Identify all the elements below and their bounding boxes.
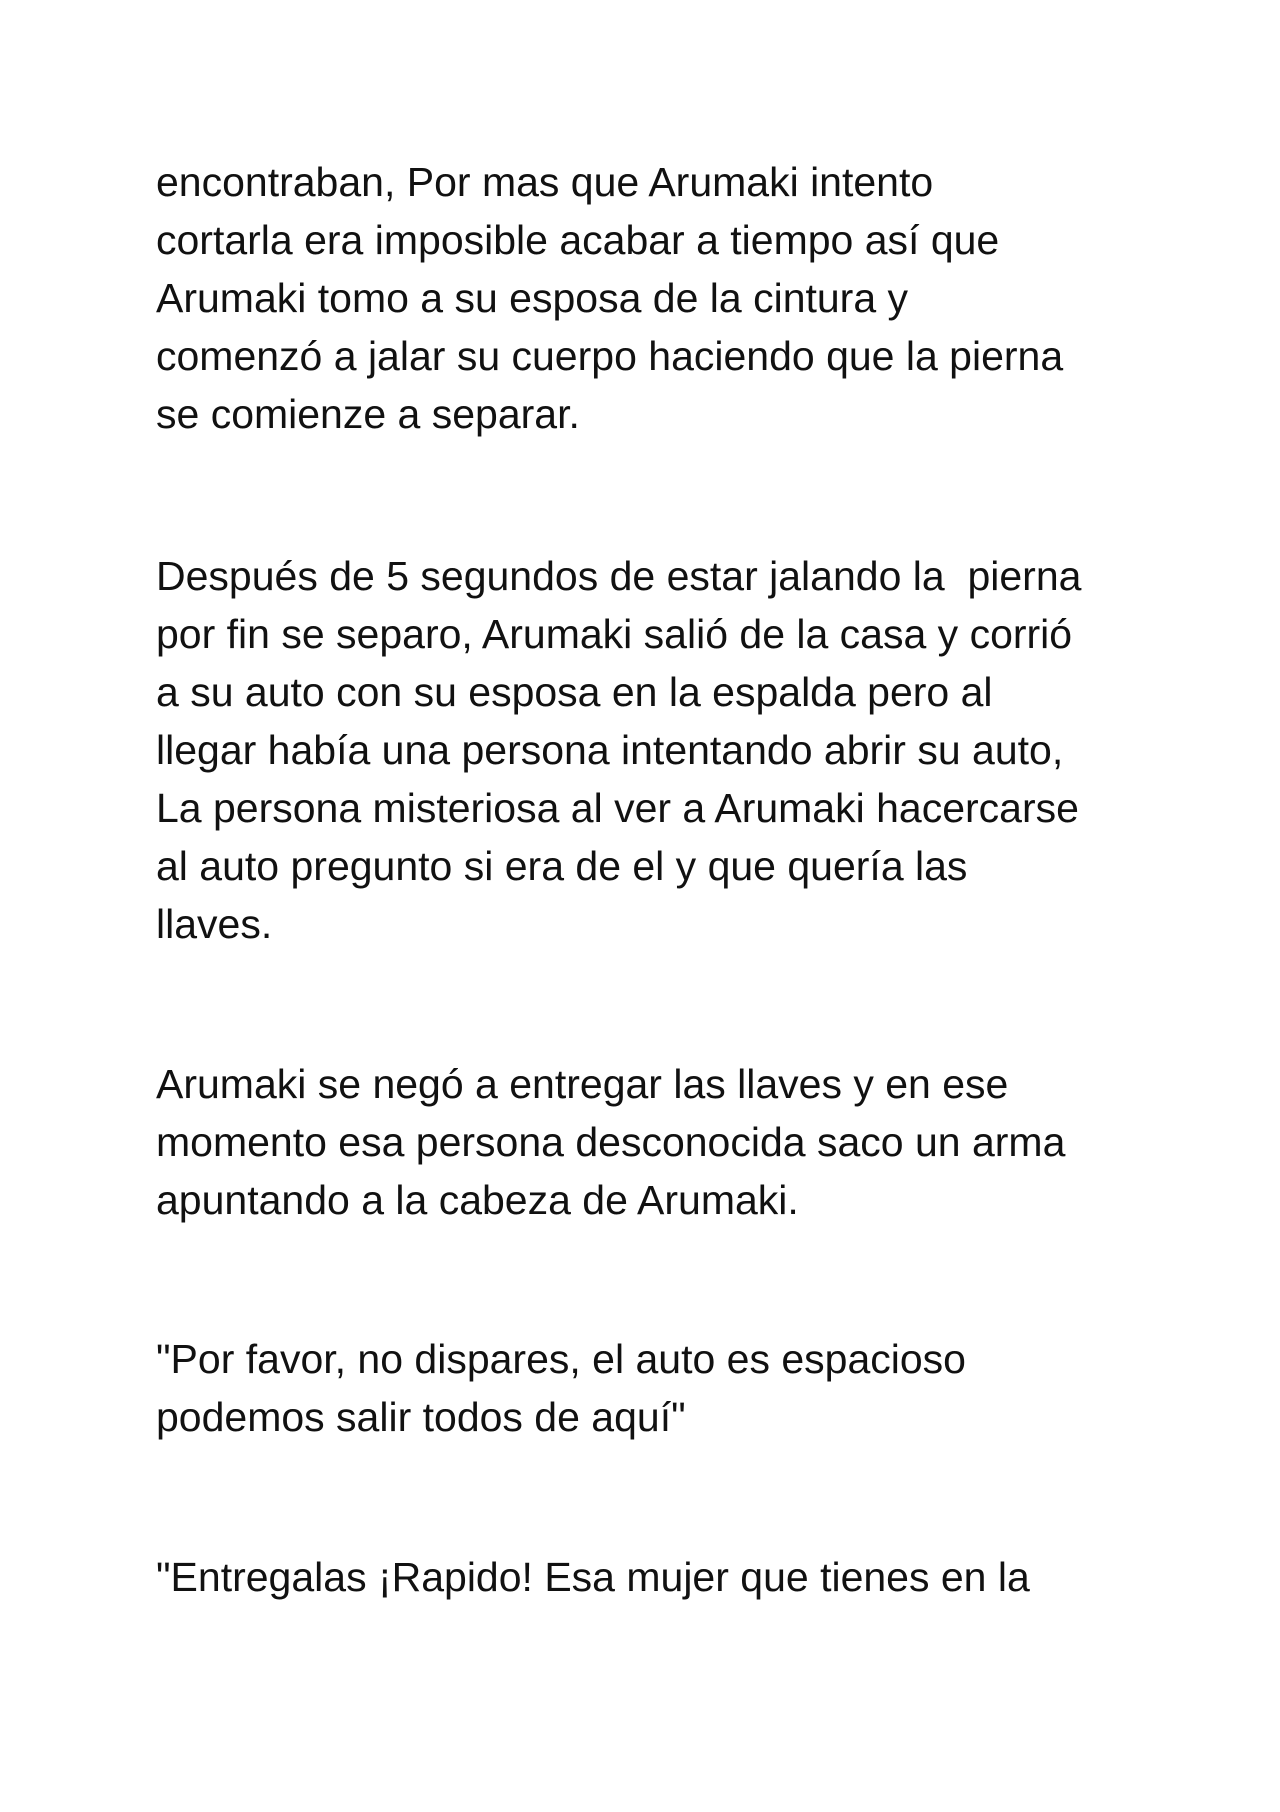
paragraph-4 [156, 1330, 1166, 1446]
text-line: cortarla era imposible acabar a tiempo así que [156, 217, 1000, 263]
text-line: a su auto con su esposa en la espalda pero al [156, 669, 993, 715]
text-line: se comienze a separar. [156, 391, 580, 437]
paragraph-2 [156, 547, 1166, 953]
paragraph-3 [156, 1055, 1166, 1229]
text-line: "Por favor, no dispares, el auto es espacioso [156, 1336, 966, 1382]
paragraph-5 [156, 1548, 1166, 1606]
paragraph-1 [156, 153, 1166, 443]
text-line: La persona misteriosa al ver a Arumaki hacercarse [156, 785, 1079, 831]
text-line: Después de 5 segundos de estar jalando la pierna [156, 553, 1082, 599]
text-line: por fin se separo, Arumaki salió de la casa y corrió [156, 611, 1073, 657]
text-line: al auto pregunto si era de el y que quería las [156, 843, 968, 889]
text-line: Arumaki tomo a su esposa de la cintura y [156, 275, 909, 321]
text-line: apuntando a la cabeza de Arumaki. [156, 1177, 799, 1223]
text-line: momento esa persona desconocida saco un arma [156, 1119, 1066, 1165]
text-line: "Entregalas ¡Rapido! Esa mujer que tienes en la [156, 1554, 1030, 1600]
text-line: llaves. [156, 901, 273, 947]
text-line: encontraban, Por mas que Arumaki intento [156, 159, 934, 205]
text-line: comenzó a jalar su cuerpo haciendo que la pierna [156, 333, 1064, 379]
text-line: podemos salir todos de aquí" [156, 1394, 686, 1440]
text-line: Arumaki se negó a entregar las llaves y en ese [156, 1061, 1009, 1107]
text-line: llegar había una persona intentando abrir su auto, [156, 727, 1064, 773]
